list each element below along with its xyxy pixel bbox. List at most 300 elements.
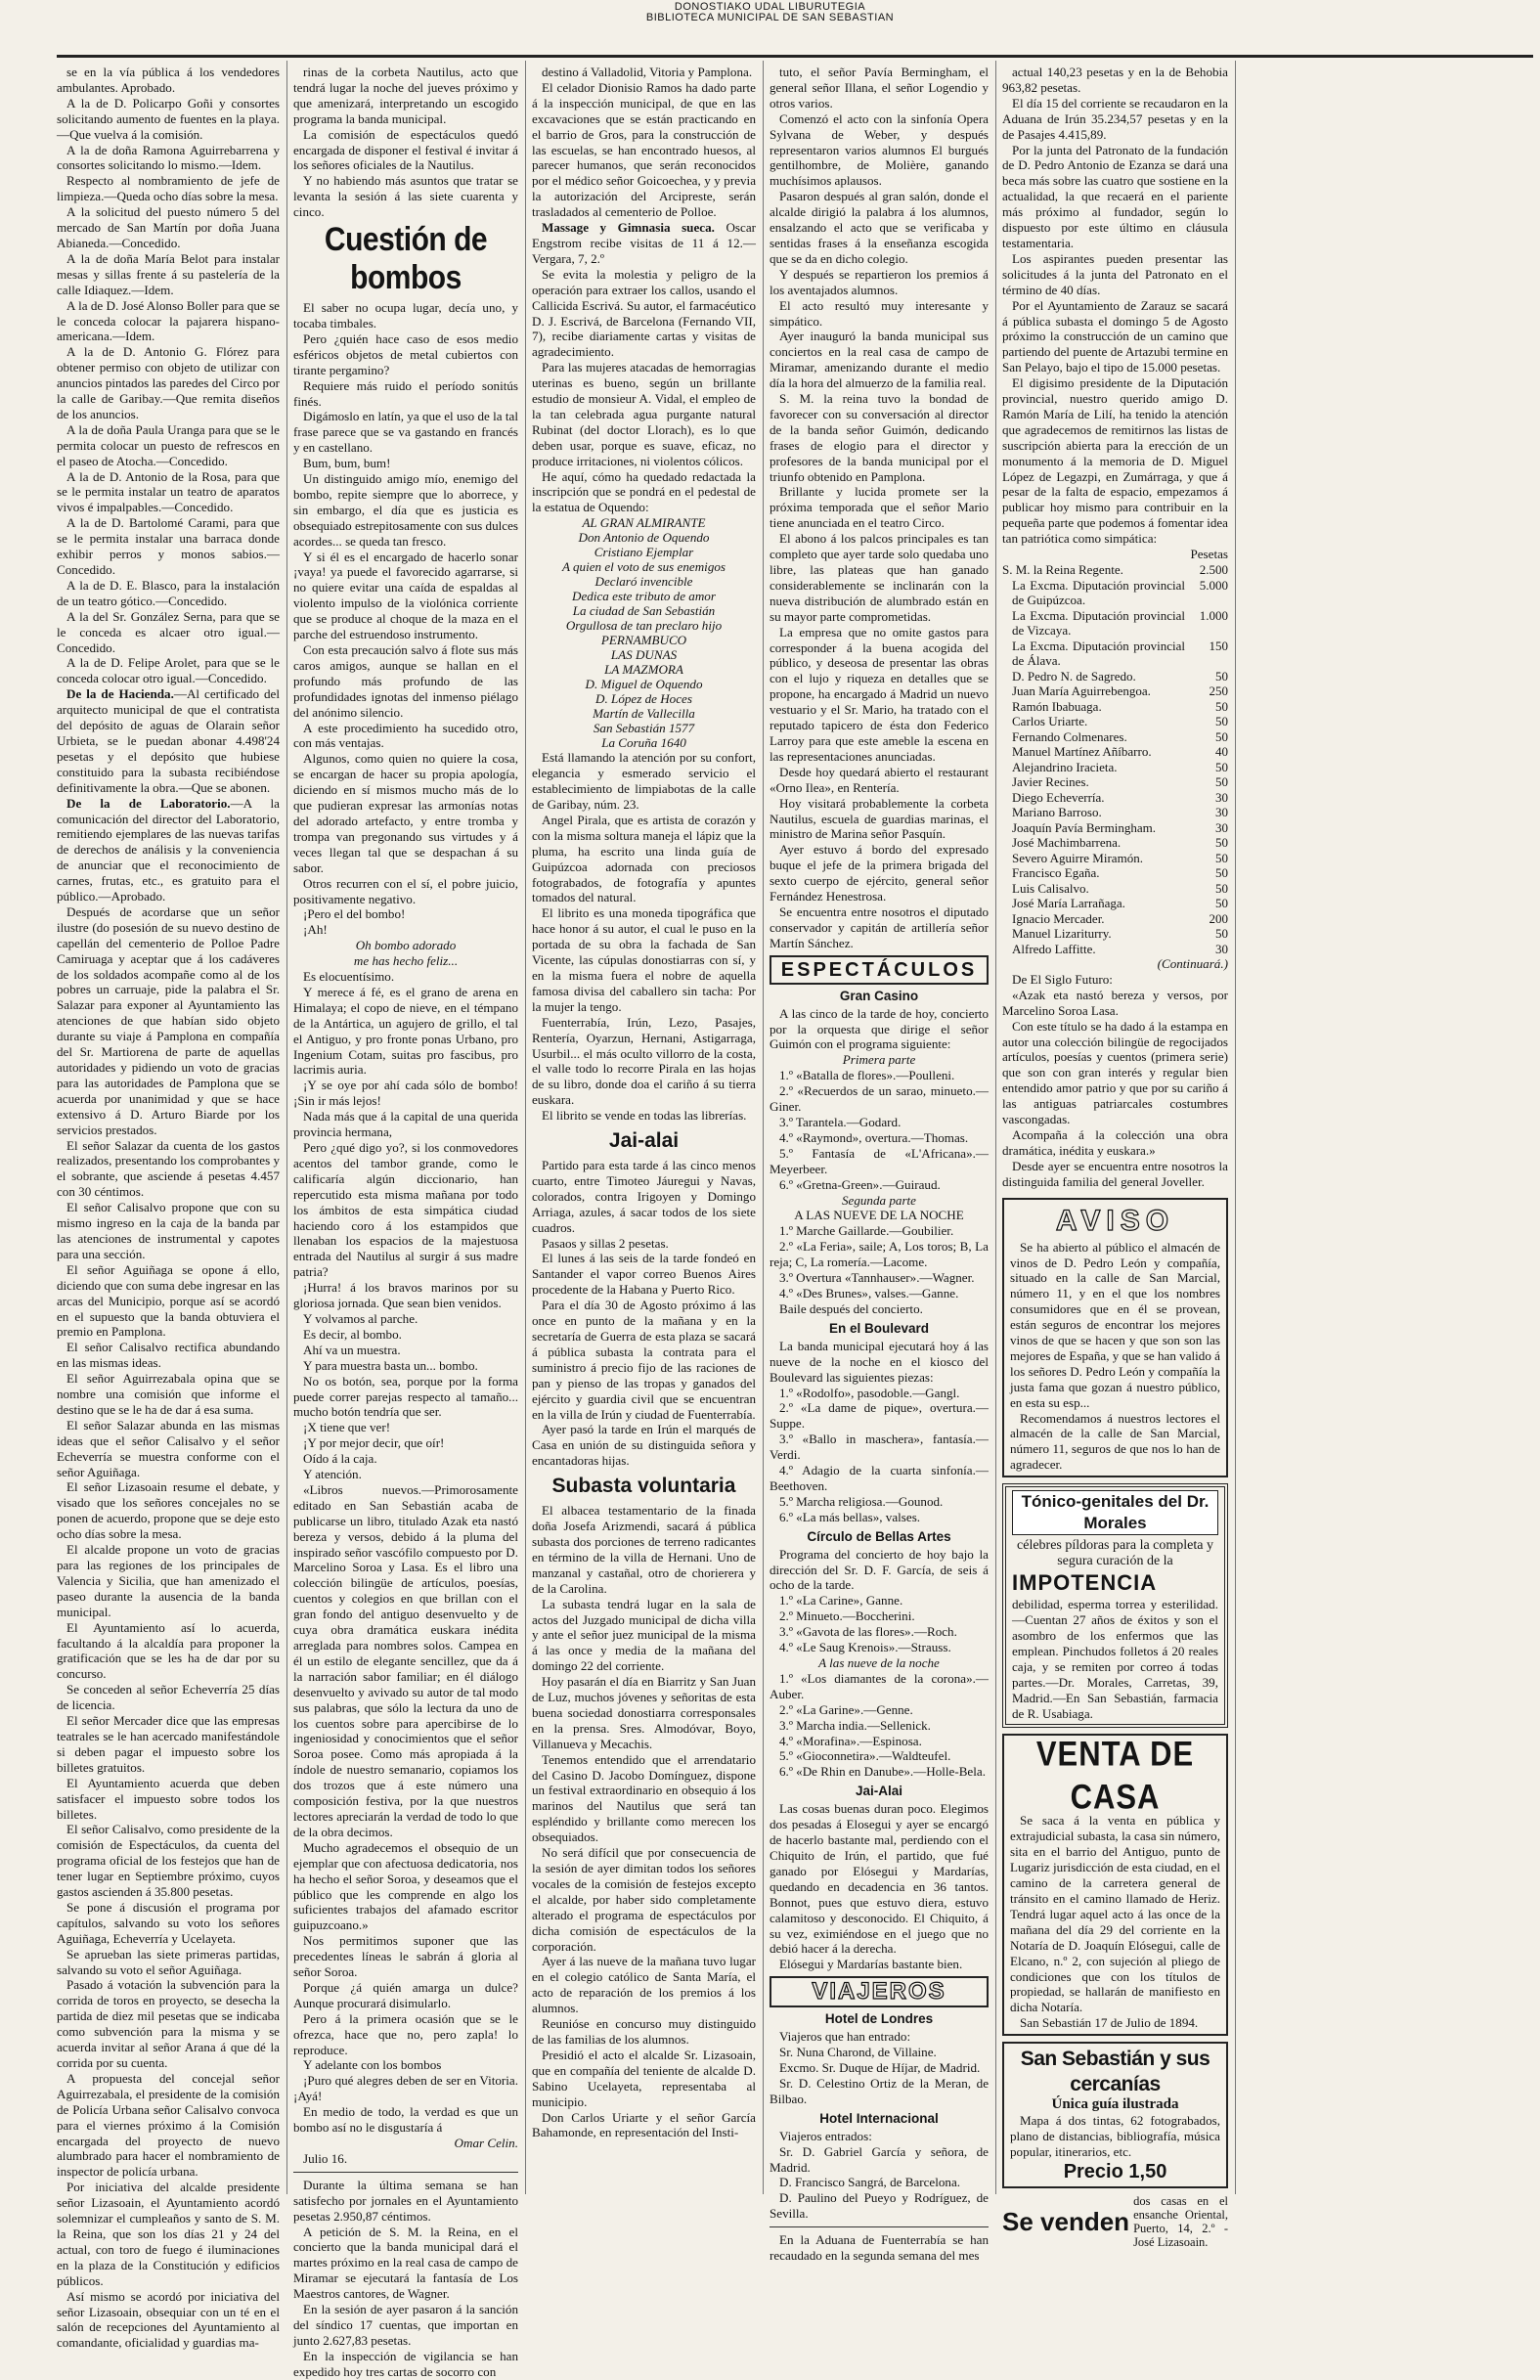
- paragraph: S. M. la reina tuvo la bondad de favorecer con su conversación al director de la banda señor Guimón, dedicando frases de elogio para el director y profesores de la banda municipal por el triunfo obtenido en Pamplona.: [770, 391, 989, 484]
- se-venden-title: Se venden: [1002, 2206, 1130, 2236]
- paragraph: Un distinguido amigo mío, enemigo del bombo, repite siempre que lo aborrece, y sin embargo, el día que es justicia es obsequiado estrepitosamente con sus dulces acordes... se queda tan fresco.: [293, 471, 518, 549]
- paragraph: Se pone á discusión el programa por capítulos, salvando su voto los señores Aguiñaga, Echeverría y Ucelayeta.: [57, 1899, 280, 1946]
- bombos-verse: [293, 938, 518, 969]
- subscription-amount: 2.500: [1199, 562, 1228, 577]
- paragraph: actual 140,23 pesetas y en la de Behobia 963,82 pesetas.: [1002, 65, 1228, 95]
- paragraph: Ayer estuvo á bordo del expresado buque el jefe de la primera brigada del sexto cuerpo de ejército, general señor Fernández Henestrosa.: [770, 842, 989, 904]
- subscription-amount: 50: [1215, 880, 1228, 896]
- paragraph: La Coruña 1640: [601, 735, 686, 751]
- paragraph: Tenemos entendido que el arrendatario del Casino D. Jacobo Domínguez, dispone un festival extraordinario en obsequio á los marinos del Nautilus que será tan espléndido y brillante como merecen los obsequiados.: [532, 1751, 756, 1845]
- column-3: [532, 65, 756, 2194]
- paragraph: LA MAZMORA: [604, 662, 683, 678]
- paragraph: Fuenterrabía, Irún, Lezo, Pasajes, Rentería, Oyarzun, Hernani, Astigarraga, Usurbil... el más oculto villorro de la costa, el valle todo lo recorre Pirala en las hojas de su libro, donde doa el cariño á su tierra euskara.: [532, 1014, 756, 1108]
- boulevard-intro: La banda municipal ejecutará hoy á las nueve de la noche en el kiosco del Boulevard las siguientes piezas:: [770, 1338, 989, 1385]
- casino-intro: A las cinco de la tarde de hoy, concierto por la orquesta que dirige el señor Guimón con el programa siguiente:: [770, 1005, 989, 1052]
- paragraph: El señor Aguirrezabala opina que se nombre una comisión que informe el destino que se le ha de dar á esa suma.: [57, 1371, 280, 1417]
- local-news-text: [532, 750, 756, 1124]
- subscription-amount: 50: [1215, 865, 1228, 880]
- subscription-amount: 50: [1215, 835, 1228, 850]
- paragraph: tuto, el señor Pavía Bermingham, el general señor Illana, el señor Logendio y otros varios.: [770, 65, 989, 110]
- paragraph: Se aprueban las siete primeras partidas, salvando su voto el señor Aguiñaga.: [57, 1946, 280, 1977]
- paragraph: Baile después del concierto.: [779, 1300, 923, 1316]
- paragraph: Bum, bum, bum!: [303, 456, 391, 471]
- venta-title: VENTA DE CASA: [1035, 1734, 1195, 1817]
- paragraph: Pero ¿quién hace caso de esos medio esféricos objetos de metal cubiertos con tirante pergamino?: [293, 331, 518, 377]
- paragraph: Hoy visitará probablemente la corbeta Nautilus, escuela de guardias marinas, el ministro de Marina señor Pasquín.: [770, 795, 989, 842]
- subscriber-name: Manuel Lizariturry.: [1012, 926, 1112, 941]
- continuara-note: (Continuará.): [1157, 956, 1228, 971]
- paragraph: Sr. Nuna Charond, de Villaine.: [779, 2045, 937, 2060]
- subscriber-name: Fernando Colmenares.: [1012, 728, 1127, 744]
- paragraph: 4.º Adagio de la cuarta sinfonía.—Beethoven.: [770, 1463, 989, 1493]
- subscriber-name: Joaquín Pavía Bermingham.: [1012, 819, 1156, 835]
- boulevard-program: [770, 1386, 989, 1525]
- library-header-line1: DONOSTIAKO UDAL LIBURUTEGIA: [674, 1, 866, 13]
- subscription-amount: 50: [1215, 668, 1228, 683]
- hotel-londres-guests: [770, 2029, 989, 2107]
- subscription-list: [1002, 562, 1228, 956]
- divider: [770, 2226, 989, 2227]
- circulo-program-2: [770, 1671, 989, 1780]
- subscription-row: [1002, 942, 1228, 957]
- paragraph: En medio de todo, la verdad es que un bombo así no le disgustaría á: [293, 2104, 518, 2136]
- paragraph: A la de D. E. Blasco, para la instalación de un teatro gótico.—Concedido.: [57, 577, 280, 608]
- oquendo-inscription: [532, 515, 756, 750]
- paragraph: 1.º Marche Gaillarde.—Goubilier.: [779, 1223, 954, 1239]
- local-news-text: [532, 267, 756, 516]
- subscriber-name: D. Pedro N. de Sagredo.: [1012, 668, 1136, 683]
- municipal-session-text: [57, 65, 280, 686]
- hotel-heading-londres: Hotel de Londres: [824, 2011, 934, 2027]
- paragraph: 4.º «Raymond», overtura.—Thomas.: [779, 1129, 969, 1145]
- paragraph: El señor Calisalvo propone que con su mismo ingreso en la caja de la banda par las atenciones de instrumental y capotes para una sección.: [57, 1200, 280, 1261]
- paragraph: A la de doña María Belot para instalar mesas y sillas frente á su pastelería de la calle Idiaquez.—Idem.: [57, 250, 280, 297]
- ad-venta-de-casa: [1002, 1734, 1228, 2036]
- paragraph: He aquí, cómo ha quedado redactada la inscripción que se pondrá en el pedestal de la estatua de Oquendo:: [532, 468, 756, 515]
- paragraph: Ayer pasó la tarde en Irún el marqués de Casa en unión de su distinguida señora y encantadoras hijas.: [532, 1422, 756, 1469]
- paragraph: Orgullosa de tan preclaro hijo: [565, 618, 723, 634]
- venta-date: San Sebastián 17 de Julio de 1894.: [1020, 2015, 1199, 2031]
- paragraph: El librito es una moneda tipográfica que hace honor á su autor, el cual le puso en la portada de su obra la fachada de San Vicente, las cúpulas donostiarras con sí, y en la misma fuera el nobre de aquella famosa divisa del caballero sin tacha: Por la mujer la tengo.: [532, 905, 756, 1014]
- ad-subtitle: célebres píldoras para la completa y segura curación de la: [1017, 1538, 1213, 1569]
- paragraph: Otros recurren con el sí, el pobre juicio, positivamente negativo.: [293, 875, 518, 906]
- paragraph: El celador Dionisio Ramos ha dado parte á la inspección municipal, de que en las excavaciones que se están practicando en el barrio de Gros, para la construcción de las escuelas, se han encontrado huesos, al parecer humanos, que serán reconocidos por el médico señor Goicoechea, y y previa la autorización del Arcipreste, serán trasladados al cementerio de Polloe.: [532, 79, 756, 220]
- subscription-amount: 50: [1215, 926, 1228, 941]
- aduana-text: En la Aduana de Fuenterrabía se han recaudado en la segunda semana del mes: [770, 2232, 989, 2264]
- hacienda-text: —Al certificado del arquitecto municipal de que el contratista del depósito de aguas de Olarain señor Urbieta, se le puedan abonar 4.498'24 pesetas y el depósito que hubiese constituido para la subasta recibiéndose definitivamente la obra.—Que se abonen.: [57, 686, 280, 795]
- paragraph: Se conceden al señor Echeverría 25 días de licencia.: [57, 1682, 280, 1713]
- subscription-row: [1002, 714, 1228, 729]
- paragraph: A la de doña Paula Uranga para que se le permita colocar un puesto de refrescos en el paseo de Atocha.—Concedido.: [57, 421, 280, 468]
- aviso-text-2: Recomendamos á nuestros lectores el almacén de la calle de San Marcial, número 11, seguros de que nos lo han de agradecer.: [1010, 1410, 1220, 1473]
- subscription-row: [1002, 911, 1228, 927]
- paragraph: Requiere más ruido el período sonitús finés.: [293, 377, 518, 409]
- paragraph: Pasado á votación la subvención para la corrida de toros en proyecto, se desecha la partida de diez mil pesetas que se indicaba como subvención para la misma y se acuerda invitar al señor Arana á que dé la corrida por su cuenta.: [57, 1977, 280, 2070]
- subscription-amount: 150: [1209, 638, 1228, 653]
- pesetas-column-header: Pesetas: [1190, 547, 1228, 562]
- paragraph: 3.º «Gavota de las flores».—Roch.: [779, 1624, 957, 1640]
- paragraph: AL GRAN ALMIRANTE: [582, 515, 706, 531]
- ad-tonico-genitales: [1002, 1483, 1228, 1728]
- paragraph: A la de D. José Alonso Boller para que se le conceda colocar la pajarera hispano-americana.—Idem.: [57, 297, 280, 344]
- paragraph: El saber no ocupa lugar, decía uno, y tocaba timbales.: [293, 300, 518, 331]
- paragraph: 5.º «Gioconnetira».—Waldteufel.: [779, 1748, 951, 1764]
- paragraph: Angel Pirala, que es artista de corazón y con la misma soltura maneja el lápiz que la pluma, ha escrito una linda guía de Guipúzcoa adornada con preciosos fotograbados, de fotografía y apuntes tomados del natural.: [532, 812, 756, 905]
- paragraph: ¡X tiene que ver!: [303, 1420, 391, 1435]
- subscriber-name: Alejandrino Iracieta.: [1012, 759, 1118, 774]
- section-heading-laboratorio: De la de Laboratorio.: [66, 795, 231, 811]
- subscription-row: [1002, 926, 1228, 942]
- subscription-amount: 50: [1215, 850, 1228, 865]
- paragraph: No os botón, sea, porque por la forma puede correr parejas respecto al tamaño... mucho botón tendría que ser.: [293, 1373, 518, 1420]
- paragraph: Por iniciativa del alcalde presidente señor Lizasoain, el Ayuntamiento acordó solemnizar el cumpleaños y santo de S. M. la Reina, que son los días 21 y 24 del actual, con toro de fuego é iluminaciones en la plaza de la Constitución y edificios públicos.: [57, 2180, 280, 2288]
- paragraph: Y si él es el encargado de hacerlo sonar ¡vaya! ya puede el favorecido agarrarse, si no quiere evitar una caída de espaldas al violento impulso de la violónica corriente que se produce al choque de la maza en el parche del estruendoso instrumento.: [293, 549, 518, 642]
- paragraph: D. Francisco Sangrá, de Barcelona.: [779, 2175, 961, 2190]
- paragraph: A la de D. Felipe Arolet, para que se le conceda colocar otro igual.—Concedido.: [57, 655, 280, 686]
- section-heading-espectaculos: ESPECTÁCULOS: [780, 958, 978, 981]
- paragraph: 1.º «La Carine», Ganne.: [779, 1593, 903, 1609]
- subscription-amount: 200: [1209, 910, 1228, 926]
- paragraph: 2.º «La dame de pique», overtura.—Suppe.: [770, 1400, 989, 1432]
- subscription-row: [1002, 805, 1228, 820]
- paragraph: 1.º «Batalla de flores».—Poulleni.: [779, 1068, 955, 1083]
- jai-alai-text: [532, 1158, 756, 1469]
- paragraph: A petición de S. M. la Reina, en el concierto que la banda municipal dará el martes próximo en la real casa de campo de Miramar se ejecutará la fantasía de Los Maestros cantores, de Wagner.: [293, 2224, 518, 2302]
- local-news-text: [770, 65, 989, 951]
- paragraph: Nada más que á la capital de una querida provincia hermana,: [293, 1109, 518, 1140]
- paragraph: Dedica este tributo de amor: [572, 589, 716, 604]
- paragraph: 2.º Minueto.—Boccherini.: [779, 1609, 915, 1624]
- subscriber-name: Javier Recines.: [1012, 774, 1089, 789]
- paragraph: Es decir, al bombo.: [303, 1326, 402, 1342]
- aviso-heading: AVISO: [1055, 1204, 1175, 1237]
- library-header-line2: BIBLIOTECA MUNICIPAL DE SAN SEBASTIAN: [645, 12, 895, 23]
- subscription-row: [1002, 760, 1228, 775]
- subscriber-name: Mariano Barroso.: [1012, 805, 1102, 819]
- circulo-program-1: [770, 1593, 989, 1655]
- paragraph: El librito se vende en todas las librerías.: [542, 1108, 747, 1124]
- paragraph: Declaró invencible: [594, 574, 693, 590]
- subscription-row: [1002, 881, 1228, 897]
- subscriber-name: La Excma. Diputación provincial de Álava.: [1012, 638, 1185, 668]
- paragraph: 6.º «Gretna-Green».—Guiraud.: [779, 1176, 941, 1192]
- venue-heading-jai-alai: Jai-Alai: [855, 1784, 903, 1799]
- massage-text: Oscar Engstrom recibe visitas de 11 á 12.—Vergara, 7, 2.º: [532, 220, 756, 266]
- paragraph: Después de acordarse que un señor ilustre (do posesión de su nuevo destino de capellán del cementerio de Polloe Padre Camiruaga y aceptar que á los cadáveres de los soldados acompañe como al de los pobres un carruaje, pide la palabra el Sr. Salazar para exponer al Ayuntamiento las atenciones de que habían sido objeto durante su viaje á Pamplona en compañía del Sr. Martiorena de parte de aquellas autoridades y pidiendo un voto de gracias para las autoridades de Pamplona que se acuerda por unanimidad y que se hace extensivo á D. Arturo Biarde por los servicios prestados.: [57, 904, 280, 1137]
- paragraph: El señor Calisalvo rectifica abundando en las mismas ideas.: [57, 1340, 280, 1371]
- paragraph: ¡Y por mejor decir, que oír!: [303, 1435, 445, 1451]
- subasta-text: [532, 1503, 756, 2140]
- paragraph: Acompaña á la colección una obra dramática, inédita y euskara.»: [1002, 1126, 1228, 1158]
- paragraph: El señor Aguiñaga se opone á ello, diciendo que con suma debe ingresar en las arcas del Municipio, porque así se acordó en el supuesto que la banda obtuviera el premio en Pamplona.: [57, 1261, 280, 1340]
- paragraph: 3.º Overtura «Tannhauser».—Wagner.: [779, 1270, 975, 1286]
- paragraph: Y para muestra basta un... bombo.: [303, 1357, 478, 1373]
- library-header: [0, 2, 1540, 23]
- aviso-text: Se ha abierto al público el almacén de vinos de D. Pedro León y compañía, situado en la calle de San Marcial, número 11, y en el que los nombres consumidores que en él se provean, están seguros de encontrar los mejores vinos de que se hacen y que son son las mejores de España, y que se han valido á los señores D. Pedro León y compañía la justa fama que gozan á nuestro público, en esta su esp...: [1010, 1239, 1220, 1410]
- casino-program-1: [770, 1068, 989, 1192]
- paragraph: Desde hoy quedará abierto el restaurant «Orno Ilea», en Rentería.: [770, 764, 989, 795]
- paragraph: El señor Salazar abunda en las mismas ideas que el señor Calisalvo y el señor Echeverría se muestra conforme con el señor Aguiñaga.: [57, 1417, 280, 1479]
- program-part-1: Primera parte: [842, 1052, 916, 1068]
- guia-price: Precio 1,50: [1063, 2160, 1167, 2182]
- paragraph: Reunióse en concurso muy distinguido de las familias de los alumnos.: [532, 2016, 756, 2047]
- paragraph: El Ayuntamiento así lo acuerda, facultando á la alcaldía para proponer la gratificación que se les ha de dar por su concurso.: [57, 1619, 280, 1682]
- paragraph: «Azak eta nastó bereza y versos, por Marcelino Soroa Lasa.: [1002, 987, 1228, 1018]
- paragraph: Excmo. Sr. Duque de Híjar, de Madrid.: [779, 2060, 981, 2076]
- local-news-text: [1002, 972, 1228, 1190]
- paragraph: El albacea testamentario de la finada doña Josefa Arizmendi, sacará á pública subasta dos porciones de terreno radicantes en término de la villa de Hernani. Uno de manzanal y castañal, otro de chorierera y de la Carolina.: [532, 1503, 756, 1596]
- column-4: [770, 65, 989, 2264]
- jai-alai-report-end: Elósegui y Mardarías bastante bien.: [779, 1957, 963, 1972]
- paragraph: A la de D. Bartolomé Carami, para que se le permita instalar una barraca donde exhibir perros y monos sabios.—Concedido.: [57, 515, 280, 577]
- paragraph: destino á Valladolid, Vitoria y Pamplona.: [542, 65, 753, 79]
- paragraph: El día 15 del corriente se recaudaron en la Aduana de Irún 35.234,57 pesetas y en la de Pasajes 4.415,89.: [1002, 95, 1228, 142]
- program-nueve-noche: A LAS NUEVE DE LA NOCHE: [794, 1208, 964, 1223]
- subscription-row: [1002, 790, 1228, 806]
- column-1: [57, 65, 280, 2351]
- jai-alai-report: Las cosas buenas duran poco. Elegimos dos pesadas á Elosegui y ayer se encargó de hacerlo bastante mal, perdiendo con el Chiquito de Irún, el partido, que fué ganado por Elósegui y Mardarías, quedando en decadencia en 36 tantos. Bonnot, pues que estuvo diera, estuvo calamitoso y desconocido. El Chiquito, á su vez, eximiéndose en el juego que no debió hacer á la derecha.: [770, 1801, 989, 1957]
- subscription-amount: 30: [1215, 941, 1228, 956]
- local-news-text: [532, 65, 756, 220]
- paragraph: A la del Sr. González Serna, para que se le conceda es alcaer otro igual.—Concedido.: [57, 608, 280, 655]
- municipal-session-text-continued: [57, 904, 280, 2351]
- paragraph: Los aspirantes pueden presentar las solicitudes á la junta del Patronato en el término de 40 días.: [1002, 250, 1228, 297]
- paragraph: La ciudad de San Sebastián: [572, 603, 716, 619]
- guia-title: San Sebastián y sus cercanías: [1020, 2048, 1210, 2096]
- paragraph: Oído á la caja.: [303, 1451, 377, 1467]
- paragraph: ¡Ah!: [303, 922, 328, 938]
- venue-heading-circulo: Círculo de Bellas Artes: [807, 1528, 951, 1544]
- subscriber-name: Luis Calisalvo.: [1012, 880, 1089, 896]
- program-noche: A las nueve de la noche: [818, 1655, 940, 1670]
- subscription-amount: 50: [1215, 896, 1228, 910]
- paragraph: Durante la última semana se han satisfecho por jornales en el Ayuntamiento pesetas 2.950,87 céntimos.: [293, 2177, 518, 2224]
- paragraph: Viajeros entrados:: [779, 2128, 872, 2143]
- massage-heading: Massage y Gimnasia sueca.: [542, 220, 715, 236]
- paragraph: 6.º «La más bellas», valses.: [779, 1509, 921, 1524]
- paragraph: No será difícil que por consecuencia de la sesión de ayer dimitan todos los señores vocales de la comisión de festejos excepto el alcalde, por haber sido completamente alterado el programa de espectáculos por dicha comisión de espectáculos de la corporación.: [532, 1845, 756, 1954]
- subscriber-name: Manuel Martínez Añíbarro.: [1012, 744, 1152, 759]
- guia-body: Mapa á dos tintas, 62 fotograbados, plano de distancias, bibliografía, música popular, itinerarios, etc.: [1010, 2113, 1220, 2159]
- subscription-amount: 1.000: [1199, 607, 1228, 623]
- local-news-text: [1002, 65, 1228, 547]
- subscription-row: [1002, 608, 1228, 639]
- venue-heading-boulevard: En el Boulevard: [828, 1320, 930, 1336]
- paragraph: Para el día 30 de Agosto próximo á las once en punto de la mañana y en la secretaría de Guerra de esta plaza se sacará á pública subasta la contrata para el suministro á precio fijo de las raciones de pan y pienso de las tropas y ganados del ejército y guardia civil que se encuentran en la villa de Irún y ciudad de Fuenterrabía.: [532, 1298, 756, 1422]
- paragraph: A la de D. Policarpo Goñi y consortes solicitando aumento de fuentes en la playa.—Que vuelva á la comisión.: [57, 95, 280, 142]
- paragraph: D. Miguel de Oquendo: [585, 677, 703, 692]
- paragraph: se en la vía pública á los vendedores ambulantes. Aprobado.: [57, 65, 280, 95]
- paragraph: 6.º «De Rhin en Danube».—Holle-Bela.: [779, 1764, 986, 1780]
- subscriber-name: Juan María Aguirrebengoa.: [1012, 683, 1151, 698]
- ad-impotencia: IMPOTENCIA: [1012, 1570, 1158, 1596]
- subscription-row: [1002, 683, 1228, 699]
- local-news-text: [293, 2178, 518, 2380]
- paragraph: A este procedimiento ha sucedido otro, con más ventajas.: [293, 720, 518, 751]
- top-rule: [57, 55, 1533, 58]
- paragraph: Pero ¿qué digo yo?, si los conmovedores acentos del tambor grande, como le calificaría algún diccionario, han repercutido esta misma mañana por todo los ámbitos de esta simpática ciudad haciendo coro á los estampidos que llenaban los espacios de la majestuosa entrada del Nautilus al surgir á sus madre patria?: [293, 1140, 518, 1280]
- paragraph: ¡Pero el del bombo!: [303, 906, 406, 922]
- column-2: [293, 65, 518, 2379]
- paragraph: Es elocuentísimo.: [303, 969, 395, 985]
- paragraph: Sr. D. Gabriel García y señora, de Madrid.: [770, 2143, 989, 2175]
- paragraph: Don Antonio de Oquendo: [578, 530, 710, 546]
- paragraph: A la de doña Ramona Aguirrebarrena y consortes solicitando lo mismo.—Idem.: [57, 142, 280, 173]
- paragraph: Desde ayer se encuentra entre nosotros la distinguida familia del general Joveller.: [1002, 1158, 1228, 1189]
- paragraph: Y no habiendo más asuntos que tratar se levanta la sesión á las siete cuarenta y cinco.: [293, 173, 518, 220]
- subscription-row: [1002, 851, 1228, 866]
- paragraph: La subasta tendrá lugar en la sala de actos del Juzgado municipal de dicha villa y ante el señor juez municipal de la misma á las once y media de la mañana del domingo 22 del corriente.: [532, 1596, 756, 1674]
- paragraph: En la inspección de vigilancia se han expedido hoy tres cartas de socorro con: [293, 2348, 518, 2379]
- paragraph: Se encuentra entre nosotros el diputado conservador y capitán de artillería señor Martín Sánchez.: [770, 904, 989, 950]
- paragraph: San Sebastián 1577: [593, 721, 695, 736]
- paragraph: 2.º «Recuerdos de un sarao, minueto.—Giner.: [770, 1083, 989, 1115]
- subscription-row: [1002, 820, 1228, 836]
- paragraph: «Libros nuevos.—Primorosamente editado en San Sebastián acaba de publicarse un libro, titulado Azak eta nastó bereza y versos, debido á la pluma del inspirado señor vascófilo compuesto por D. Marcelino Soroa y Lasa. Es el libro una colección bilingüe de artículos, poesías, cuentos y colegios en que brillan con el gran fondo del antiguo desenvuelto y de cuya obra dramática euskara inédita arreglada para nombres solos. Campea en él un estilo de elegante sencillez, que da á la narración sabor familiar; en él diálogo desenvuelto y avivado su autor de tal modo sus palabras, que sólo la lectura da uno de los cuentos sobre para apercibirse de lo ingeniosidad y conocimientos que el señor Soroa posee. Como más apropiada á la índole de nuestro semanario, copiamos los dos trozos que á este número una composición festiva, por la que nuestros lectores apreciarán la verdad de todo lo que de la obra decimos.: [293, 1481, 518, 1839]
- paragraph: Martín de Vallecilla: [593, 706, 695, 722]
- subscription-amount: 30: [1215, 805, 1228, 819]
- paragraph: Don Carlos Uriarte y el señor García Bahamonde, en representación del Insti-: [532, 2109, 756, 2140]
- subscription-amount: 50: [1215, 698, 1228, 714]
- paragraph: Digámoslo en latín, ya que el uso de la tal frase parece que se va gastando en francés y en castellano.: [293, 409, 518, 456]
- se-venden-text: dos casas en el ensanche Oriental, Puerto, 14, 2.º - José Lizasoain.: [1133, 2193, 1228, 2249]
- subscription-row: [1002, 865, 1228, 881]
- divider: [293, 2172, 518, 2173]
- session-end-text: [293, 65, 518, 220]
- subscription-amount: 50: [1215, 728, 1228, 744]
- article-signature: Omar Celin.: [454, 2136, 518, 2150]
- paragraph: Con este título se ha dado á la estampa en autor una colección bilingüe de regocijados artículos, poesías y cuentos (primera serie) que son con gran interés y regular bien entendido amor patrio y que por su cariño á las antiguas patriarcales costumbres vascongadas.: [1002, 1018, 1228, 1127]
- subscription-row: [1002, 578, 1228, 608]
- subscriber-name: Ramón Ibabuaga.: [1012, 698, 1102, 714]
- paragraph: D. Paulino del Pueyo y Rodríguez, de Sevilla.: [770, 2190, 989, 2222]
- column-divider: [525, 61, 526, 2194]
- ad-guia-san-sebastian: [1002, 2042, 1228, 2188]
- section-heading-viajeros: VIAJEROS: [812, 1978, 946, 2005]
- paragraph: Comenzó el acto con la sinfonía Opera Sylvana de Weber, y después representaron varios alumnos El burgués gentilhombre, de Molière, ganando muchísimos aplausos.: [770, 110, 989, 189]
- subscription-amount: 250: [1209, 683, 1228, 698]
- circulo-intro: Programa del concierto de hoy bajo la dirección del Sr. D. F. García, de seis á ocho de la tarde.: [770, 1546, 989, 1593]
- paragraph: Hoy pasarán el día en Biarritz y San Juan de Luz, muchos jóvenes y señoritas de esta buena sociedad donostiarra corresponsales en la prensa. Sres. Almodóvar, Boyo, Villanueva y Mecachis.: [532, 1674, 756, 1751]
- paragraph: Y adelante con los bombos: [303, 2057, 442, 2073]
- paragraph: Por el Ayuntamiento de Zarauz se sacará á pública subasta el domingo 5 de Agosto próximo la construcción de un camino que partiendo del puente de Artazubi termine en San Pelayo, bajo el tipo de 15.000 pesetas.: [1002, 297, 1228, 375]
- guia-subtitle: Única guía ilustrada: [1051, 2096, 1179, 2113]
- subscription-amount: 30: [1215, 789, 1228, 805]
- subscription-row: [1002, 699, 1228, 715]
- paragraph: Algunos, como quien no quiere la cosa, se encargan de hacer su propia apología, diciendo en sí mismos mucho más de lo que pudieran expresar las armonías notas del adorado artefacto, y entre tromba y trompa van pregonando sus virtudes y á veces llegan tal que se despachan á su sabor.: [293, 751, 518, 875]
- paragraph: 2.º «La Feria», saile; A, Los toros; B, La reja; C, La romería.—Lacome.: [770, 1239, 989, 1270]
- paragraph: Mucho agradecemos el obsequio de un ejemplar que con afectuosa dedicatoria, nos ha hecho el señor Soroa, y deseamos que el público que les comprende en algo los suficientes trabajos del afamado escritor guipuzcoano.»: [293, 1839, 518, 1933]
- paragraph: PERNAMBUCO: [600, 633, 687, 648]
- paragraph: Pasaron después al gran salón, donde el alcalde dirigió la palabra á los alumnos, ensalzando el acto que se verificaba y sentidas frases á la enseñanza escogida que se da en dicho colegio.: [770, 189, 989, 266]
- paragraph: El alcalde propone un voto de gracias para las regiones de los principales de Valencia y Sicilia, que han amenizado el paseo durante la ausencia de la banda municipal.: [57, 1542, 280, 1619]
- paragraph: Viajeros que han entrado:: [779, 2029, 911, 2045]
- paragraph: A la solicitud del puesto número 5 del mercado de San Martín por doña Juana Abianeda.—Concedido.: [57, 204, 280, 250]
- subscription-row: [1002, 639, 1228, 669]
- paragraph: 2.º «La Garine».—Genne.: [779, 1701, 913, 1717]
- paragraph: ¡Puro qué alegres deben de ser en Vitoria. ¡Ayá!: [293, 2073, 518, 2104]
- paragraph: 5.º Fantasía de «L'Africana».—Meyerbeer.: [770, 1145, 989, 1176]
- ad-se-venden: [1002, 2194, 1228, 2249]
- paragraph: Se evita la molestia y peligro de la operación para extraer los callos, usando el Callicida Escrivá. Su autor, el farmacéutico D. J. Escrivá, de Barcelona (Fernando VII, 7), recibe diariamente cartas y visitas de agradecimiento.: [532, 266, 756, 360]
- paragraph: A la de D. Antonio de la Rosa, para que se le permita instalar un teatro de aparatos vivos é impalpables.—Concedido.: [57, 468, 280, 515]
- paragraph: 3.º Marcha india.—Sellenick.: [779, 1717, 931, 1733]
- subscriber-name: La Excma. Diputación provincial de Vizcaya.: [1012, 607, 1185, 638]
- subscription-amount: 5.000: [1199, 577, 1228, 593]
- program-part-2: Segunda parte: [841, 1192, 916, 1208]
- section-heading-jai-alai: Jai-alai: [608, 1129, 680, 1153]
- column-divider: [763, 61, 764, 2194]
- column-divider: [1235, 61, 1236, 2194]
- paragraph: Por la junta del Patronato de la fundación de D. Pedro Antonio de Ezanza se dará una beca más sobre las cuatro que sostiene en la actualidad, la que recaerá en el pariente más próximo al fundador, según lo dispuesto por este último en cláusula testamentaria.: [1002, 142, 1228, 250]
- subscription-row: [1002, 896, 1228, 911]
- paragraph: Y merece á fé, es el grano de arena en Himalaya; el copo de nieve, en el témpano de la Antártica, un agujero de grillo, el tal el Antiguo, y pro fronte ponas Urbano, pro Ingenium Cotam, suitas pro fascibus, pro lacrimis auria.: [293, 984, 518, 1078]
- section-heading-subasta: Subasta voluntaria: [551, 1475, 736, 1498]
- paragraph: La comisión de espectáculos quedó encargada de disponer el festival é invitar á los señores oficiales de la Nautilus.: [293, 126, 518, 173]
- paragraph: A propuesta del concejal señor Aguirrezabala, el presidente de la comisión de Policía Urbana señor Calisalvo convoca para el viernes próximo á la Comisión encargada del proyecto de nuevo alumbrado para hacer el nombramiento de inspector de policía urbana.: [57, 2070, 280, 2180]
- subscription-row: [1002, 774, 1228, 790]
- paragraph: ¡Hurra! á los bravos marinos por su gloriosa jornada. Que sean bien venidos.: [293, 1280, 518, 1311]
- paragraph: Porque ¿á quién amarga un dulce? Aunque procurará disimularlo.: [293, 1979, 518, 2010]
- paragraph: En la sesión de ayer pasaron á la sanción del síndico 17 cuentas, que importan en junto 2.627,83 pesetas.: [293, 2302, 518, 2348]
- subscriber-name: Francisco Egaña.: [1012, 865, 1100, 880]
- paragraph: Pasaos y sillas 2 pesetas.: [542, 1235, 669, 1251]
- paragraph: Está llamando la atención por su confort, elegancia y esmerado servicio el establecimiento de limpiabotas de la calle de Garibay, núm. 23.: [532, 750, 756, 812]
- paragraph: Partido para esta tarde á las cinco menos cuarto, entre Timoteo Jáuregui y Navas, colorados, contra Irigoyen y Domingo Arriaga, azules, á sacar todos de los siete cuadros.: [532, 1158, 756, 1235]
- laboratorio-text: —A la comunicación del director del Laboratorio, remitiendo ejemplares de las nuevas tarifas de derechos de análisis y la conveniencia de anunciar que el reconocimiento de carnes, frutas, etc., es gratuito para el público.—Aprobado.: [57, 795, 280, 904]
- hotel-heading-internacional: Hotel Internacional: [819, 2110, 939, 2126]
- subscription-row: [1002, 729, 1228, 745]
- paragraph: 1.º «Los diamantes de la corona».—Auber.: [770, 1670, 989, 1701]
- subscription-row: [1002, 669, 1228, 684]
- paragraph: A la de D. Antonio G. Flórez para obtener permiso con objeto de utilizar con anuncios pintados las paredes del Circo por la calle de Garibay.—Que remita diseños de los anuncios.: [57, 344, 280, 421]
- paragraph: Ahí va un muestra.: [303, 1342, 401, 1357]
- venta-body: Se saca á la venta en pública y extrajudicial subasta, la casa sin número, sita en el barrio del Antiguo, punto de Lugariz jurisdicción de esta ciudad, en el camino de la carretera general de tránsito en el camino llamado de Heriz. Tendrá lugar aquel acto á las once de la mañana del día 29 del corriente en la Notaría de D. Joaquín Elósegui, calle de Elcano, n.º 2, con sujeción al pliego de condiciones que con los títulos de propiedad, se hallarán de manifiesto en dicha Notaría.: [1010, 1813, 1220, 2015]
- subscriber-name: José Machimbarrena.: [1012, 835, 1122, 850]
- column-divider: [995, 61, 996, 2194]
- subscriber-name: S. M. la Reina Regente.: [1002, 562, 1123, 577]
- paragraph: El señor Lizasoain resume el debate, y visado que los señores concejales no se ponen de acuerdo, propone que se deje esto ocho días sobre la mesa.: [57, 1479, 280, 1542]
- venue-heading-gran-casino: Gran Casino: [839, 988, 919, 1003]
- bombos-article-text: [293, 300, 518, 938]
- paragraph: Brillante y lucida promete ser la próxima temporada que el señor Mario tiene anunciada en el teatro Circo.: [770, 484, 989, 531]
- paragraph: Con esta precaución salvo á flote sus más caros amigos, aunque se hallan en el profundo más profundo de las profundidades ignotas del inmenso piélago del anónimo silencio.: [293, 642, 518, 720]
- paragraph: Para las mujeres atacadas de hemorragias uterinas es bueno, según un brillante estudio de monsieur A. Vidal, el empleo de la tan celebrada agua purgante natural Rubinat (del doctor Llorach), es lo que deben usar, porque es suave, eficaz, no produce irritaciones, ni violentos cólicos.: [532, 360, 756, 468]
- subscription-amount: 50: [1215, 774, 1228, 789]
- subscriber-name: Diego Echeverría.: [1012, 789, 1105, 805]
- paragraph: El señor Mercader dice que las empresas teatrales se le han acercado manifestándole si deben pagar el impuesto sobre los billetes gratuitos.: [57, 1713, 280, 1775]
- paragraph: Presidió el acto el alcalde Sr. Lizasoain, que en compañía del teniente de alcalde D. Sabino Ucelayeta, representaba al municipio.: [532, 2047, 756, 2109]
- subscription-amount: 30: [1215, 819, 1228, 835]
- paragraph: El digisimo presidente de la Diputación provincial, nuestro querido amigo D. Ramón María de Lilí, ha tenido la atención que agradecemos de remitirnos las listas de suscripción abierta para la erección de un monumento á la memoria de D. Miguel López de Legazpi, en Zumárraga, y que á pesar de la falta de espacio, empezamos á publicar hoy mismo para contribuir en la pequeña parte que podemos á fomentar idea tan patriótica como simpática:: [1002, 375, 1228, 547]
- paragraph: Y atención.: [303, 1467, 362, 1482]
- paragraph: A quien el voto de sus enemigos: [561, 559, 726, 575]
- paragraph: El abono á los palcos principales es tan completo que ayer tarde solo quedaba uno libre, las plateas que han ganado considerablemente se inclinarán con la nueva distribución de alumbrado están en su mayor parte comprometidas.: [770, 531, 989, 624]
- paragraph: 3.º Tarantela.—Godard.: [779, 1115, 902, 1129]
- subscriber-name: Carlos Uriarte.: [1012, 714, 1088, 728]
- hotel-internacional-guests: [770, 2129, 989, 2222]
- paragraph: me has hecho feliz...: [353, 953, 459, 969]
- paragraph: Respecto al nombramiento de jefe de limpieza.—Queda ocho días sobre la mesa.: [57, 173, 280, 204]
- subscriber-name: José María Larrañaga.: [1012, 896, 1125, 910]
- paragraph: Cristiano Ejemplar: [594, 545, 694, 560]
- paragraph: El señor Salazar da cuenta de los gastos realizados, presentando los comprobantes y el sobrante, que asciende á pesetas 4.457 con 30 céntimos.: [57, 1137, 280, 1200]
- paragraph: Ayer inauguró la banda municipal sus conciertos en la real casa de campo de Miramar, amenizando durante el medio día la hora del almuerzo de la familia real.: [770, 329, 989, 391]
- subscription-amount: 40: [1215, 744, 1228, 759]
- paragraph: D. López de Hoces: [595, 691, 692, 707]
- subscription-amount: 50: [1215, 714, 1228, 728]
- ad-title: Tónico-genitales del Dr. Morales: [1012, 1490, 1218, 1535]
